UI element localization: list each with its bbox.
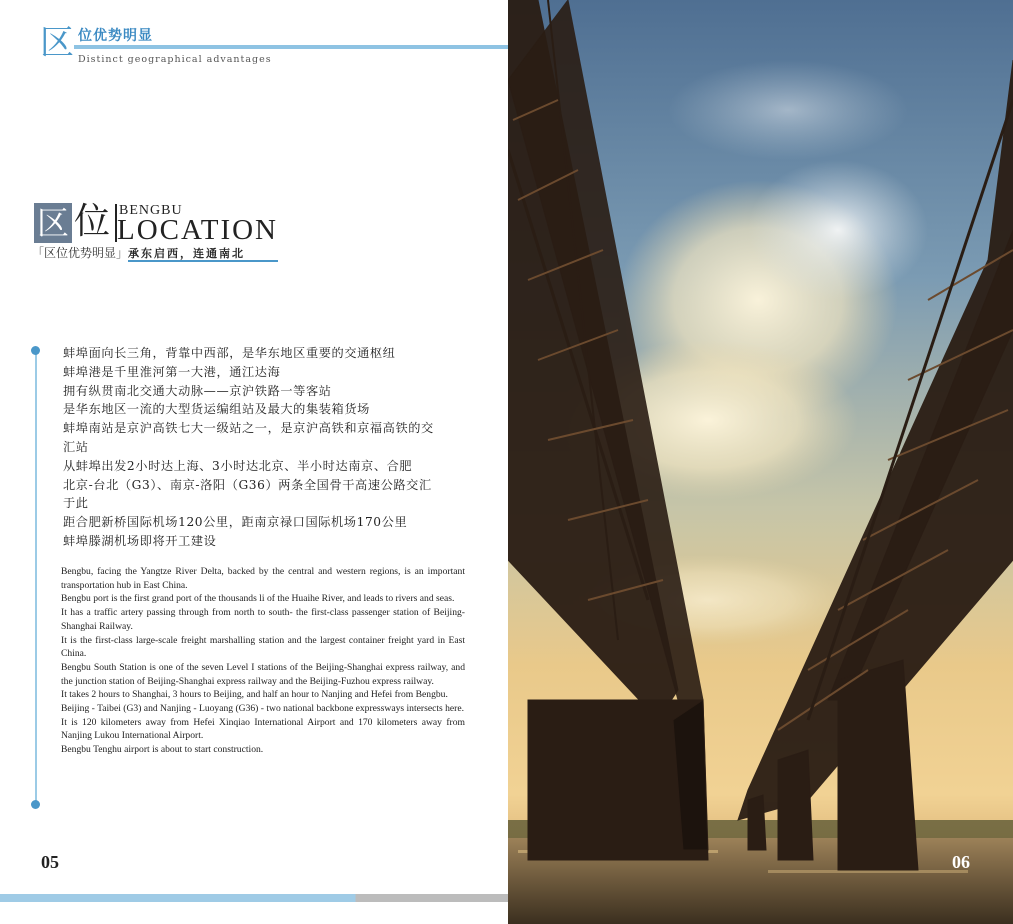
- english-paragraph: It has a traffic artery passing through from north to south- the first-class passenger station of Beijing-Shanghai Railway.: [61, 607, 465, 632]
- timeline-dot-top: [31, 346, 40, 355]
- header-rule: [74, 45, 508, 49]
- header-title: 位优势明显: [78, 28, 153, 44]
- english-text-block: [61, 565, 465, 757]
- timeline-line: [35, 348, 37, 804]
- english-paragraph: It takes 2 hours to Shanghai, 3 hours to Beijing, and half an hour to Nanjing and Hefei from Bengbu.: [61, 689, 448, 701]
- location-heading: LOCATION: [117, 214, 278, 246]
- chinese-point: 于此: [63, 496, 89, 511]
- chinese-point: 拥有纵贯南北交通大动脉——京沪铁路一等客站: [63, 383, 332, 398]
- location-title-block: [32, 200, 292, 266]
- chinese-point: 蚌埠滕湖机场即将开工建设: [63, 533, 217, 548]
- english-paragraph: It is 120 kilometers away from Hefei Xinqiao International Airport and 170 kilometers away from Nanjing Lukou International Airport.: [61, 716, 465, 742]
- chinese-point: 距合肥新桥国际机场120公里，距南京禄口国际机场170公里: [63, 515, 408, 530]
- page-number-right: 06: [952, 852, 970, 872]
- cloud-shape: [748, 160, 928, 300]
- section-header: [0, 0, 508, 80]
- chinese-point: 蚌埠南站是京沪高铁七大一级站之一，是京沪高铁和京福高铁的交: [63, 421, 434, 436]
- bottom-color-bar: [0, 894, 508, 902]
- location-slogan: 承东启西，连通南北: [128, 247, 245, 260]
- english-paragraph: Bengbu Tenghu airport is about to start construction.: [61, 744, 264, 756]
- right-page: [508, 0, 1013, 924]
- chinese-point: 北京-台北（G3）、南京-洛阳（G36）两条全国骨干高速公路交汇: [63, 477, 432, 492]
- page-number-left: 05: [41, 852, 59, 872]
- chinese-point: 蚌埠面向长三角，背靠中西部，是华东地区重要的交通枢纽: [63, 346, 396, 360]
- cloud-shape: [668, 60, 908, 160]
- english-paragraph: Beijing - Taibei (G3) and Nanjing - Luoyang (G36) - two national backbone expressways intersects here.: [61, 703, 465, 715]
- header-subtitle: Distinct geographical advantages: [78, 54, 272, 65]
- english-paragraph: Bengbu port is the first grand port of the thousands li of the Huaihe River, and leads to rivers and seas.: [61, 593, 455, 605]
- location-bengbu-label: BENGBU: [119, 203, 183, 218]
- english-paragraph: It is the first-class large-scale freight marshalling station and the largest container freight yard in East China.: [61, 634, 465, 660]
- bridge-photo: [508, 0, 1013, 924]
- slogan-underline: [128, 260, 278, 262]
- english-paragraph: Bengbu South Station is one of the seven Level I stations of the Beijing-Shanghai express railway, and the junction station of Beijing-Shanghai express railway and the Beijing-Fuzhou express railway.: [61, 661, 465, 687]
- location-char: 位: [74, 201, 111, 242]
- timeline-dot-bottom: [31, 800, 40, 809]
- chinese-points-list: [63, 344, 471, 551]
- location-box-char: 区: [34, 203, 72, 243]
- chinese-point: 从蚌埠出发2小时达上海、3小时达北京、半小时达南京、合肥: [63, 458, 413, 473]
- chinese-point: 汇站: [63, 439, 89, 454]
- location-tag: 「区位优势明显」: [32, 246, 129, 260]
- header-initial-char: 区: [40, 23, 74, 63]
- english-paragraph: Bengbu, facing the Yangtze River Delta, backed by the central and western regions, is an important transportation hub in East China.: [61, 566, 465, 591]
- chinese-point: 是华东地区一流的大型货运编组站及最大的集装箱货场: [63, 402, 370, 417]
- chinese-point: 蚌埠港是千里淮河第一大港，通江达海: [63, 364, 281, 379]
